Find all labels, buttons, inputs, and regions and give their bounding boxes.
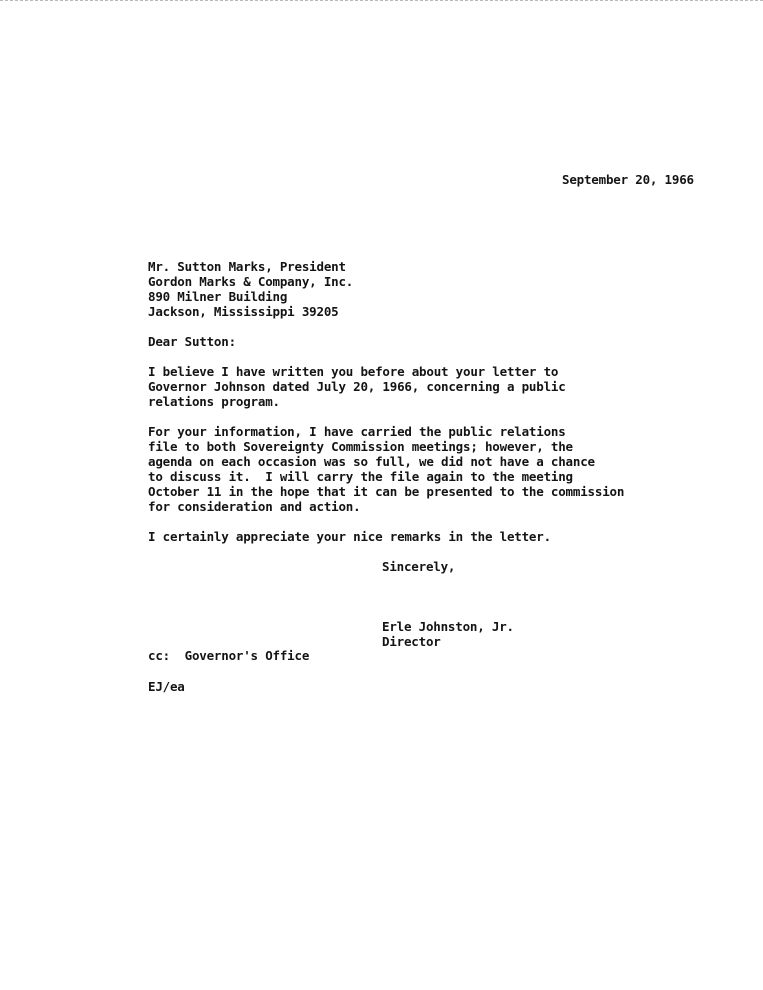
letter-date: September 20, 1966 [562,172,694,187]
signer-name: Erle Johnston, Jr. [382,619,514,634]
paragraph-3: I certainly appreciate your nice remarks in the letter. [148,529,551,544]
typist-initials: EJ/ea [148,679,185,694]
paragraph-1-line-3: relations program. [148,394,280,409]
signer-title: Director [382,634,441,649]
paragraph-1-line-2: Governor Johnson dated July 20, 1966, concerning a public [148,379,566,394]
cc-line: cc: Governor's Office [148,648,310,663]
paragraph-2-line-4: to discuss it. I will carry the file again to the meeting [148,469,573,484]
recipient-line-1: Mr. Sutton Marks, President [148,259,346,274]
recipient-line-4: Jackson, Mississippi 39205 [148,304,339,319]
paragraph-2-line-2: file to both Sovereignty Commission meetings; however, the [148,439,573,454]
recipient-line-3: 890 Milner Building [148,289,288,304]
salutation: Dear Sutton: [148,334,236,349]
page-top-border [0,0,763,1]
recipient-line-2: Gordon Marks & Company, Inc. [148,274,354,289]
paragraph-2-line-1: For your information, I have carried the public relations [148,424,566,439]
paragraph-2-line-3: agenda on each occasion was so full, we did not have a chance [148,454,595,469]
paragraph-1-line-1: I believe I have written you before about your letter to [148,364,559,379]
paragraph-2-line-5: October 11 in the hope that it can be presented to the commission [148,484,625,499]
paragraph-2-line-6: for consideration and action. [148,499,361,514]
closing: Sincerely, [382,559,456,574]
